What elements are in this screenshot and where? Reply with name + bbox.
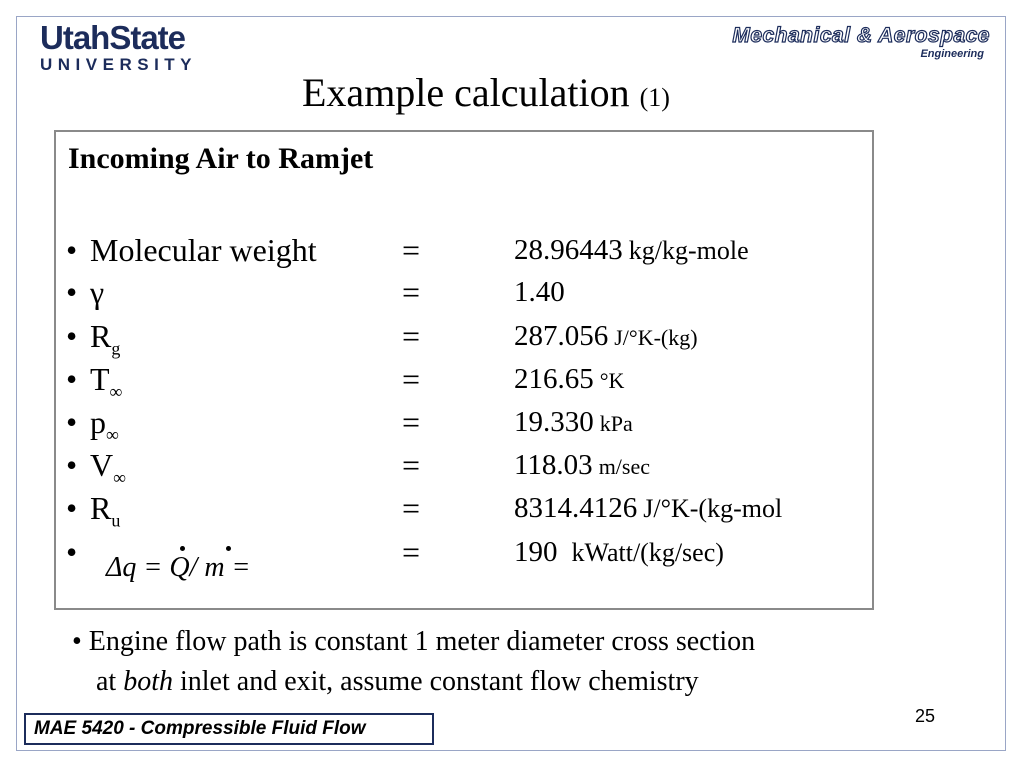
slide-title: [302, 68, 670, 123]
bullet: •: [66, 490, 78, 526]
parameter-label: $T_\infty$: [90, 361, 123, 402]
page-number: 25: [915, 706, 936, 726]
parameter-row: [66, 230, 866, 270]
parameter-label: $V_\infty$: [90, 447, 126, 488]
parameter-row: [66, 402, 866, 445]
dept-logo-line2: Engineering: [920, 48, 984, 60]
title-main: Example calculation: [302, 70, 630, 115]
bullet: •: [66, 274, 78, 310]
equals-sign: =: [402, 447, 421, 483]
parameter-value: 216.65 °K: [514, 363, 625, 395]
equals-sign: =: [402, 274, 421, 310]
logo-line1: UtahState: [40, 19, 186, 56]
bullet: •: [66, 404, 78, 440]
parameter-value: 118.03 m/sec: [514, 449, 651, 481]
parameter-row: [66, 272, 866, 312]
parameter-box: [54, 130, 874, 610]
parameter-value: 1.40: [514, 276, 565, 308]
parameter-row: [66, 316, 866, 359]
equals-sign: =: [402, 232, 421, 268]
parameter-label: $R_u$: [90, 490, 121, 531]
bullet: •: [66, 447, 78, 483]
department-logo: [660, 24, 990, 60]
university-logo: [40, 20, 216, 74]
equals-sign: =: [402, 361, 421, 397]
parameter-value: 8314.4126 J/°K-(kg-mol: [514, 492, 783, 524]
bullet: •: [66, 318, 78, 354]
parameter-row: [66, 488, 866, 531]
bullet: •: [66, 361, 78, 397]
parameter-label: Molecular weight: [90, 232, 317, 268]
parameter-row: [66, 445, 866, 488]
parameter-label: $R_g$: [90, 318, 121, 359]
note-line2: at both inlet and exit, assume constant flow chemistry: [96, 666, 699, 697]
logo-line2: UNIVERSITY: [40, 55, 198, 74]
m-dot-mark: [226, 546, 231, 551]
q-dot-mark: [180, 546, 185, 551]
parameter-label: γ: [90, 274, 105, 310]
parameter-value: 28.96443 kg/kg-mole: [514, 234, 749, 266]
title-sup: (1): [639, 83, 670, 112]
equals-sign: =: [402, 404, 421, 440]
note-line1: • Engine flow path is constant 1 meter diameter cross section: [72, 626, 756, 657]
box-heading: Incoming Air to Ramjet: [68, 142, 374, 175]
parameter-row: [66, 359, 866, 402]
bullet: •: [66, 232, 78, 268]
parameter-row-heat: [66, 532, 866, 592]
parameter-value: 287.056 J/°K-(kg): [514, 320, 698, 352]
course-footer: MAE 5420 - Compressible Fluid Flow: [24, 713, 434, 745]
equals-sign: =: [402, 318, 421, 354]
parameter-label: $p_\infty$: [90, 404, 119, 445]
bullet: •: [66, 534, 78, 570]
parameter-value: 190 kWatt/(kg/sec): [514, 536, 724, 568]
flow-path-note: [72, 622, 952, 702]
equals-sign: =: [402, 490, 421, 526]
heat-addition-formula: Δq = Q/ m =: [106, 552, 251, 583]
parameter-value: 19.330 kPa: [514, 406, 633, 438]
dept-logo-line1: Mechanical & Aerospace: [732, 24, 990, 47]
equals-sign: =: [402, 534, 421, 570]
